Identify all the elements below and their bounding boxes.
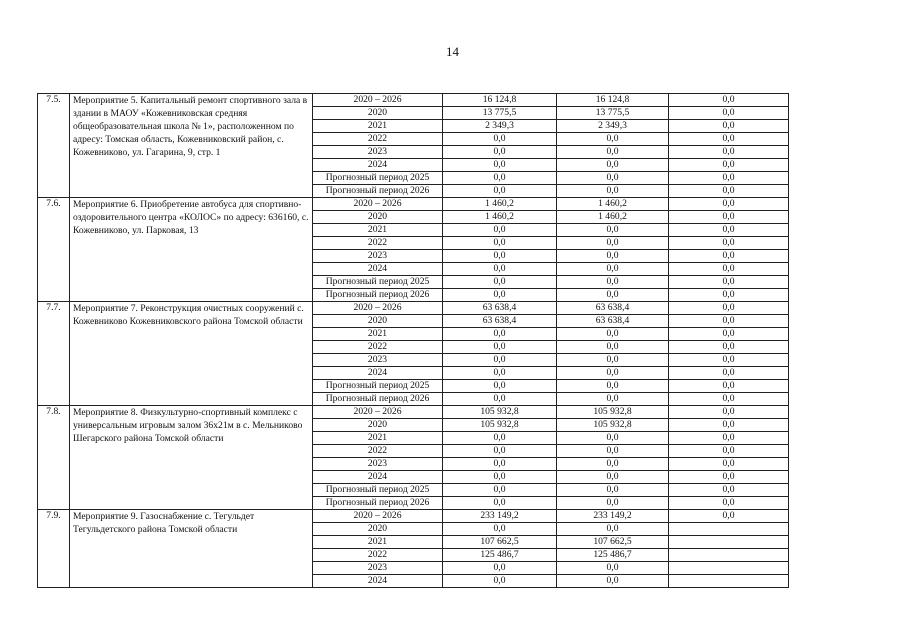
- period-cell: Прогнозный период 2025: [313, 484, 443, 497]
- total-value-cell: 0,0: [443, 341, 557, 354]
- source-value-cell: 63 638,4: [557, 302, 669, 315]
- source-value-cell: 0,0: [557, 172, 669, 185]
- table-row: [38, 302, 789, 315]
- source-value-cell: 125 486,7: [557, 549, 669, 562]
- period-cell: 2020: [313, 107, 443, 120]
- other-value-cell: 0,0: [669, 497, 789, 510]
- source-value-cell: 107 662,5: [557, 536, 669, 549]
- period-cell: 2020: [313, 211, 443, 224]
- period-cell: 2024: [313, 575, 443, 588]
- total-value-cell: 0,0: [443, 354, 557, 367]
- period-cell: Прогнозный период 2026: [313, 497, 443, 510]
- other-value-cell: 0,0: [669, 263, 789, 276]
- other-value-cell: [669, 549, 789, 562]
- period-cell: 2020 – 2026: [313, 406, 443, 419]
- source-value-cell: 0,0: [557, 497, 669, 510]
- other-value-cell: 0,0: [669, 328, 789, 341]
- total-value-cell: 0,0: [443, 432, 557, 445]
- total-value-cell: 1 460,2: [443, 198, 557, 211]
- source-value-cell: 13 775,5: [557, 107, 669, 120]
- other-value-cell: 0,0: [669, 276, 789, 289]
- source-value-cell: 0,0: [557, 146, 669, 159]
- period-cell: 2021: [313, 432, 443, 445]
- total-value-cell: 105 932,8: [443, 419, 557, 432]
- other-value-cell: 0,0: [669, 406, 789, 419]
- source-value-cell: 0,0: [557, 263, 669, 276]
- source-value-cell: 0,0: [557, 575, 669, 588]
- period-cell: 2022: [313, 237, 443, 250]
- source-value-cell: 0,0: [557, 276, 669, 289]
- period-cell: 2021: [313, 224, 443, 237]
- total-value-cell: 0,0: [443, 393, 557, 406]
- measure-name: Мероприятие 9. Газоснабжение с. Тегульдет Тегульдетского района Томской области: [70, 510, 313, 588]
- total-value-cell: 0,0: [443, 497, 557, 510]
- total-value-cell: 0,0: [443, 224, 557, 237]
- measure-name: Мероприятие 7. Реконструкция очистных сооружений с. Кожевниково Кожевниковского района Томской области: [70, 302, 313, 406]
- other-value-cell: 0,0: [669, 146, 789, 159]
- total-value-cell: 0,0: [443, 289, 557, 302]
- other-value-cell: 0,0: [669, 224, 789, 237]
- measure-number: 7.7.: [38, 302, 70, 406]
- source-value-cell: 0,0: [557, 380, 669, 393]
- total-value-cell: 107 662,5: [443, 536, 557, 549]
- other-value-cell: 0,0: [669, 237, 789, 250]
- period-cell: 2022: [313, 549, 443, 562]
- period-cell: Прогнозный период 2025: [313, 172, 443, 185]
- measure-number: 7.5.: [38, 94, 70, 198]
- measure-number: 7.9.: [38, 510, 70, 588]
- source-value-cell: 0,0: [557, 445, 669, 458]
- total-value-cell: 0,0: [443, 133, 557, 146]
- funding-table-body: [38, 94, 789, 588]
- period-cell: 2024: [313, 471, 443, 484]
- total-value-cell: 0,0: [443, 562, 557, 575]
- period-cell: 2020: [313, 523, 443, 536]
- source-value-cell: 0,0: [557, 289, 669, 302]
- period-cell: 2023: [313, 146, 443, 159]
- source-value-cell: 2 349,3: [557, 120, 669, 133]
- period-cell: 2024: [313, 159, 443, 172]
- period-cell: 2021: [313, 536, 443, 549]
- table-row: [38, 406, 789, 419]
- table-row: [38, 94, 789, 107]
- other-value-cell: 0,0: [669, 367, 789, 380]
- total-value-cell: 0,0: [443, 159, 557, 172]
- source-value-cell: 0,0: [557, 367, 669, 380]
- period-cell: 2023: [313, 562, 443, 575]
- total-value-cell: 0,0: [443, 328, 557, 341]
- total-value-cell: 16 124,8: [443, 94, 557, 107]
- source-value-cell: 0,0: [557, 224, 669, 237]
- total-value-cell: 0,0: [443, 458, 557, 471]
- table-row: [38, 510, 789, 523]
- total-value-cell: 0,0: [443, 276, 557, 289]
- source-value-cell: 0,0: [557, 432, 669, 445]
- total-value-cell: 105 932,8: [443, 406, 557, 419]
- measure-name: Мероприятие 6. Приобретение автобуса для спортивно-оздоровительного центра «КОЛОС» по адресу: 636160, с. Кожевниково, ул. Парковая, 13: [70, 198, 313, 302]
- source-value-cell: 0,0: [557, 133, 669, 146]
- other-value-cell: [669, 575, 789, 588]
- source-value-cell: 0,0: [557, 354, 669, 367]
- period-cell: 2021: [313, 120, 443, 133]
- other-value-cell: 0,0: [669, 393, 789, 406]
- other-value-cell: 0,0: [669, 172, 789, 185]
- source-value-cell: 0,0: [557, 523, 669, 536]
- total-value-cell: 0,0: [443, 237, 557, 250]
- other-value-cell: [669, 562, 789, 575]
- total-value-cell: 0,0: [443, 172, 557, 185]
- other-value-cell: [669, 536, 789, 549]
- other-value-cell: 0,0: [669, 471, 789, 484]
- other-value-cell: 0,0: [669, 432, 789, 445]
- measure-number: 7.8.: [38, 406, 70, 510]
- total-value-cell: 0,0: [443, 250, 557, 263]
- period-cell: 2021: [313, 328, 443, 341]
- source-value-cell: 0,0: [557, 484, 669, 497]
- period-cell: 2020 – 2026: [313, 198, 443, 211]
- source-value-cell: 1 460,2: [557, 211, 669, 224]
- other-value-cell: 0,0: [669, 458, 789, 471]
- period-cell: 2023: [313, 250, 443, 263]
- source-value-cell: 105 932,8: [557, 419, 669, 432]
- source-value-cell: 0,0: [557, 341, 669, 354]
- total-value-cell: 0,0: [443, 367, 557, 380]
- period-cell: 2024: [313, 263, 443, 276]
- other-value-cell: 0,0: [669, 159, 789, 172]
- other-value-cell: 0,0: [669, 302, 789, 315]
- period-cell: 2020 – 2026: [313, 302, 443, 315]
- period-cell: Прогнозный период 2026: [313, 393, 443, 406]
- total-value-cell: 0,0: [443, 263, 557, 276]
- total-value-cell: 63 638,4: [443, 302, 557, 315]
- other-value-cell: 0,0: [669, 94, 789, 107]
- period-cell: 2022: [313, 445, 443, 458]
- total-value-cell: 0,0: [443, 484, 557, 497]
- other-value-cell: 0,0: [669, 354, 789, 367]
- source-value-cell: 0,0: [557, 562, 669, 575]
- period-cell: 2020: [313, 315, 443, 328]
- source-value-cell: 1 460,2: [557, 198, 669, 211]
- other-value-cell: 0,0: [669, 185, 789, 198]
- source-value-cell: 16 124,8: [557, 94, 669, 107]
- period-cell: 2020: [313, 419, 443, 432]
- measure-name: Мероприятие 8. Физкультурно-спортивный комплекс с универсальным игровым залом 36x21м в с. Мельниково Шегарского района Томской области: [70, 406, 313, 510]
- total-value-cell: 0,0: [443, 523, 557, 536]
- other-value-cell: 0,0: [669, 484, 789, 497]
- period-cell: 2020 – 2026: [313, 510, 443, 523]
- table-row: [38, 198, 789, 211]
- total-value-cell: 63 638,4: [443, 315, 557, 328]
- source-value-cell: 105 932,8: [557, 406, 669, 419]
- period-cell: 2023: [313, 354, 443, 367]
- source-value-cell: 0,0: [557, 328, 669, 341]
- source-value-cell: 0,0: [557, 471, 669, 484]
- page-number: 14: [446, 44, 459, 59]
- source-value-cell: 0,0: [557, 185, 669, 198]
- other-value-cell: 0,0: [669, 341, 789, 354]
- total-value-cell: 233 149,2: [443, 510, 557, 523]
- period-cell: Прогнозный период 2026: [313, 289, 443, 302]
- total-value-cell: 0,0: [443, 185, 557, 198]
- other-value-cell: 0,0: [669, 198, 789, 211]
- source-value-cell: 0,0: [557, 458, 669, 471]
- period-cell: Прогнозный период 2025: [313, 276, 443, 289]
- other-value-cell: 0,0: [669, 419, 789, 432]
- source-value-cell: 0,0: [557, 159, 669, 172]
- period-cell: 2022: [313, 133, 443, 146]
- other-value-cell: 0,0: [669, 315, 789, 328]
- period-cell: Прогнозный период 2026: [313, 185, 443, 198]
- total-value-cell: 0,0: [443, 445, 557, 458]
- total-value-cell: 13 775,5: [443, 107, 557, 120]
- other-value-cell: 0,0: [669, 445, 789, 458]
- total-value-cell: 0,0: [443, 380, 557, 393]
- other-value-cell: 0,0: [669, 133, 789, 146]
- total-value-cell: 0,0: [443, 575, 557, 588]
- period-cell: 2024: [313, 367, 443, 380]
- period-cell: 2023: [313, 458, 443, 471]
- period-cell: 2020 – 2026: [313, 94, 443, 107]
- period-cell: Прогнозный период 2025: [313, 380, 443, 393]
- other-value-cell: 0,0: [669, 250, 789, 263]
- total-value-cell: 2 349,3: [443, 120, 557, 133]
- total-value-cell: 125 486,7: [443, 549, 557, 562]
- measure-number: 7.6.: [38, 198, 70, 302]
- total-value-cell: 1 460,2: [443, 211, 557, 224]
- source-value-cell: 0,0: [557, 237, 669, 250]
- source-value-cell: 63 638,4: [557, 315, 669, 328]
- period-cell: 2022: [313, 341, 443, 354]
- other-value-cell: 0,0: [669, 289, 789, 302]
- total-value-cell: 0,0: [443, 146, 557, 159]
- other-value-cell: [669, 523, 789, 536]
- total-value-cell: 0,0: [443, 471, 557, 484]
- other-value-cell: 0,0: [669, 510, 789, 523]
- other-value-cell: 0,0: [669, 380, 789, 393]
- other-value-cell: 0,0: [669, 211, 789, 224]
- source-value-cell: 0,0: [557, 393, 669, 406]
- funding-table: [37, 93, 789, 588]
- source-value-cell: 0,0: [557, 250, 669, 263]
- source-value-cell: 233 149,2: [557, 510, 669, 523]
- measure-name: Мероприятие 5. Капитальный ремонт спортивного зала в здании в МАОУ «Кожевниковская средняя общеобразовательная школа № 1», расположенном по адресу: Томская область, Кожевниковский район, с. Кожевниково, ул. Гагарина, 9, стр. 1: [70, 94, 313, 198]
- other-value-cell: 0,0: [669, 107, 789, 120]
- other-value-cell: 0,0: [669, 120, 789, 133]
